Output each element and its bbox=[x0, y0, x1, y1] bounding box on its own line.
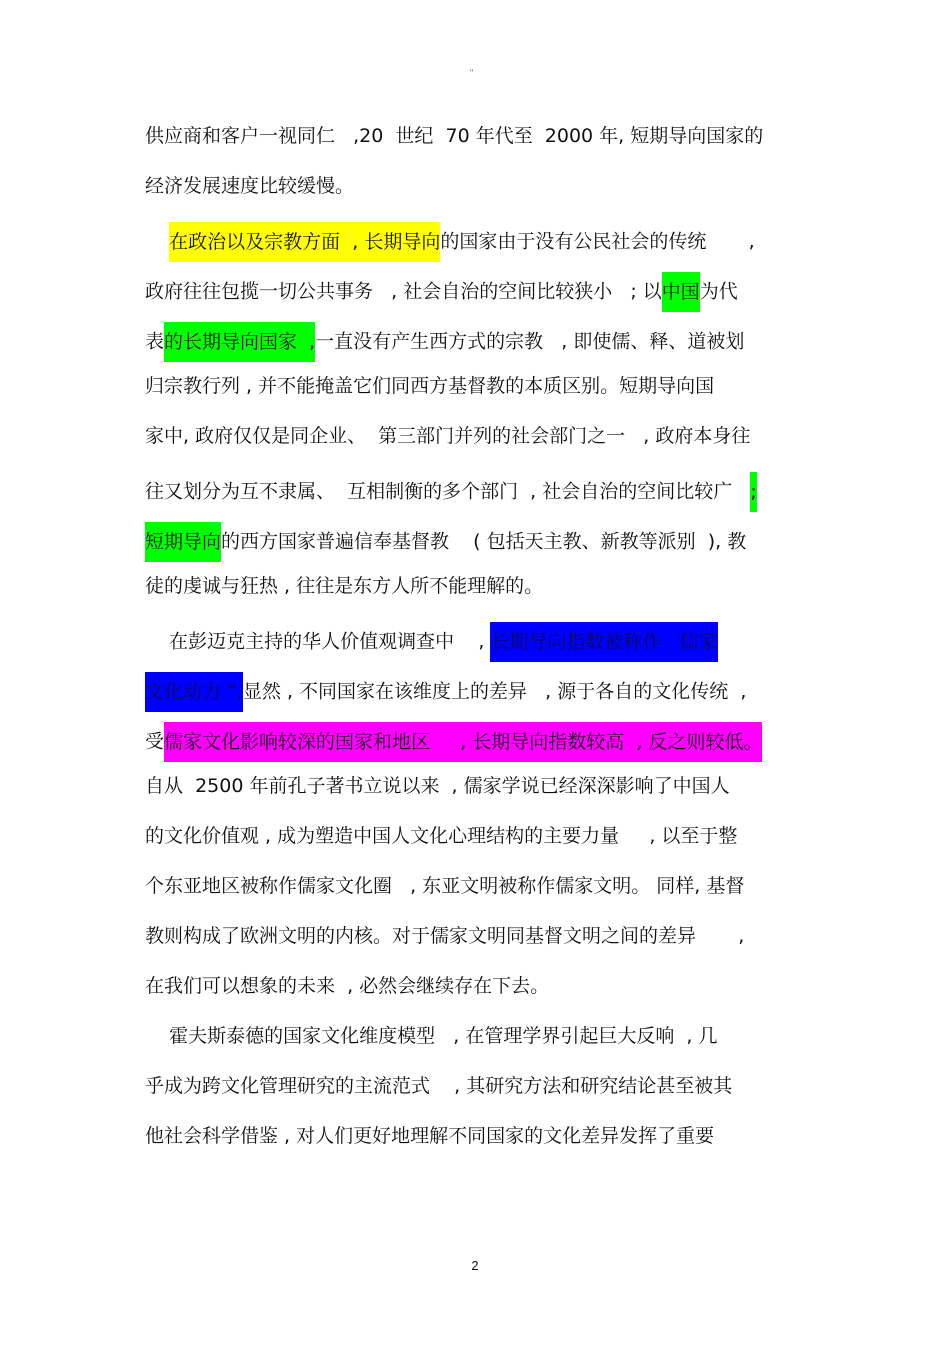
highlighted-text: 长期导向指数被称作 儒家 bbox=[490, 622, 717, 662]
text-line bbox=[145, 672, 746, 702]
text-run: 受 bbox=[145, 730, 165, 753]
text-line bbox=[145, 822, 737, 852]
text-run: 的西方国家普遍信奉基督教 ( 包括天主教、新教等派别 ), 教 bbox=[221, 530, 747, 553]
highlighted-text: 的长期导向国家 , bbox=[164, 322, 315, 362]
text-line bbox=[145, 122, 763, 152]
text-line bbox=[145, 322, 744, 352]
highlighted-text: 中国 bbox=[662, 272, 700, 312]
text-run: 归宗教行列 , 并不能掩盖它们同西方基督教的本质区别。短期导向国 bbox=[145, 375, 715, 397]
page-number: 2 bbox=[471, 1258, 479, 1273]
highlighted-text: 文化动力 ”, bbox=[145, 672, 243, 712]
highlighted-text: 短期导向 bbox=[145, 522, 221, 562]
text-line bbox=[145, 522, 746, 552]
text-line bbox=[145, 472, 757, 502]
text-line bbox=[145, 622, 718, 652]
text-run: 的国家由于没有公民社会的传统 , bbox=[440, 230, 755, 253]
text-run: 在彭迈克主持的华人价值观调查中 , bbox=[145, 630, 491, 653]
text-line bbox=[145, 222, 755, 252]
header-mark: " bbox=[470, 68, 474, 78]
text-line bbox=[145, 1072, 732, 1102]
highlighted-text: 儒家文化影响较深的国家和地区 , 长期导向指数较高 , 反之则较低。 bbox=[164, 722, 762, 762]
text-run: 乎成为跨文化管理研究的主流范式 , 其研究方法和研究结论甚至被其 bbox=[145, 1075, 733, 1097]
text-run: 显然 , 不同国家在该维度上的差异 , 源于各自的文化传统 , bbox=[242, 680, 747, 703]
text-line bbox=[145, 872, 744, 902]
text-run: 个东亚地区被称作儒家文化圈 , 东亚文明被称作儒家文明。 同样, 基督 bbox=[145, 875, 745, 897]
text-run: 霍夫斯泰德的国家文化维度模型 , 在管理学界引起巨大反响 , 几 bbox=[145, 1025, 718, 1047]
text-line bbox=[145, 172, 354, 202]
highlighted-text: 在政治以及宗教方面 , 长期导向 bbox=[169, 222, 440, 262]
text-run: 徒的虔诚与狂热 , 往往是东方人所不能理解的。 bbox=[145, 575, 544, 597]
highlighted-text: ; bbox=[750, 472, 756, 512]
text-line bbox=[145, 772, 730, 802]
text-run: 为代 bbox=[699, 280, 738, 303]
text-run: 经济发展速度比较缓慢。 bbox=[145, 175, 355, 197]
text-run: 一直没有产生西方式的宗教 , 即使儒、释、道被划 bbox=[315, 330, 745, 353]
text-line bbox=[145, 572, 543, 602]
text-run: 的文化价值观 , 成为塑造中国人文化心理结构的主要力量 , 以至于整 bbox=[145, 825, 738, 847]
text-run: 自从 2500 年前孔子著书立说以来 , 儒家学说已经深深影响了中国人 bbox=[145, 775, 730, 797]
text-line bbox=[145, 922, 744, 952]
text-run: 往又划分为互不隶属、 互相制衡的多个部门 , 社会自治的空间比较广 bbox=[145, 480, 751, 503]
text-run: 表 bbox=[145, 330, 165, 353]
text-run: 供应商和客户一视同仁 ,20 世纪 70 年代至 2000 年, 短期导向国家的 bbox=[145, 125, 764, 147]
text-run bbox=[145, 231, 169, 253]
text-line bbox=[145, 372, 714, 402]
text-line bbox=[145, 1022, 718, 1052]
text-line bbox=[145, 272, 738, 302]
text-run: 教则构成了欧洲文明的内核。对于儒家文明同基督文明之间的差异 , bbox=[145, 925, 745, 947]
text-line bbox=[145, 972, 549, 1002]
text-run: 在我们可以想象的未来 , 必然会继续存在下去。 bbox=[145, 975, 550, 997]
text-run: 政府往往包揽一切公共事务 , 社会自治的空间比较狭小 ; 以 bbox=[145, 280, 662, 303]
text-line bbox=[145, 422, 750, 452]
text-run: 家中, 政府仅仅是同企业、 第三部门并列的社会部门之一 , 政府本身往 bbox=[145, 425, 751, 447]
text-line bbox=[145, 1122, 714, 1152]
text-run: 他社会科学借鉴 , 对人们更好地理解不同国家的文化差异发挥了重要 bbox=[145, 1125, 715, 1147]
text-line bbox=[145, 722, 762, 752]
